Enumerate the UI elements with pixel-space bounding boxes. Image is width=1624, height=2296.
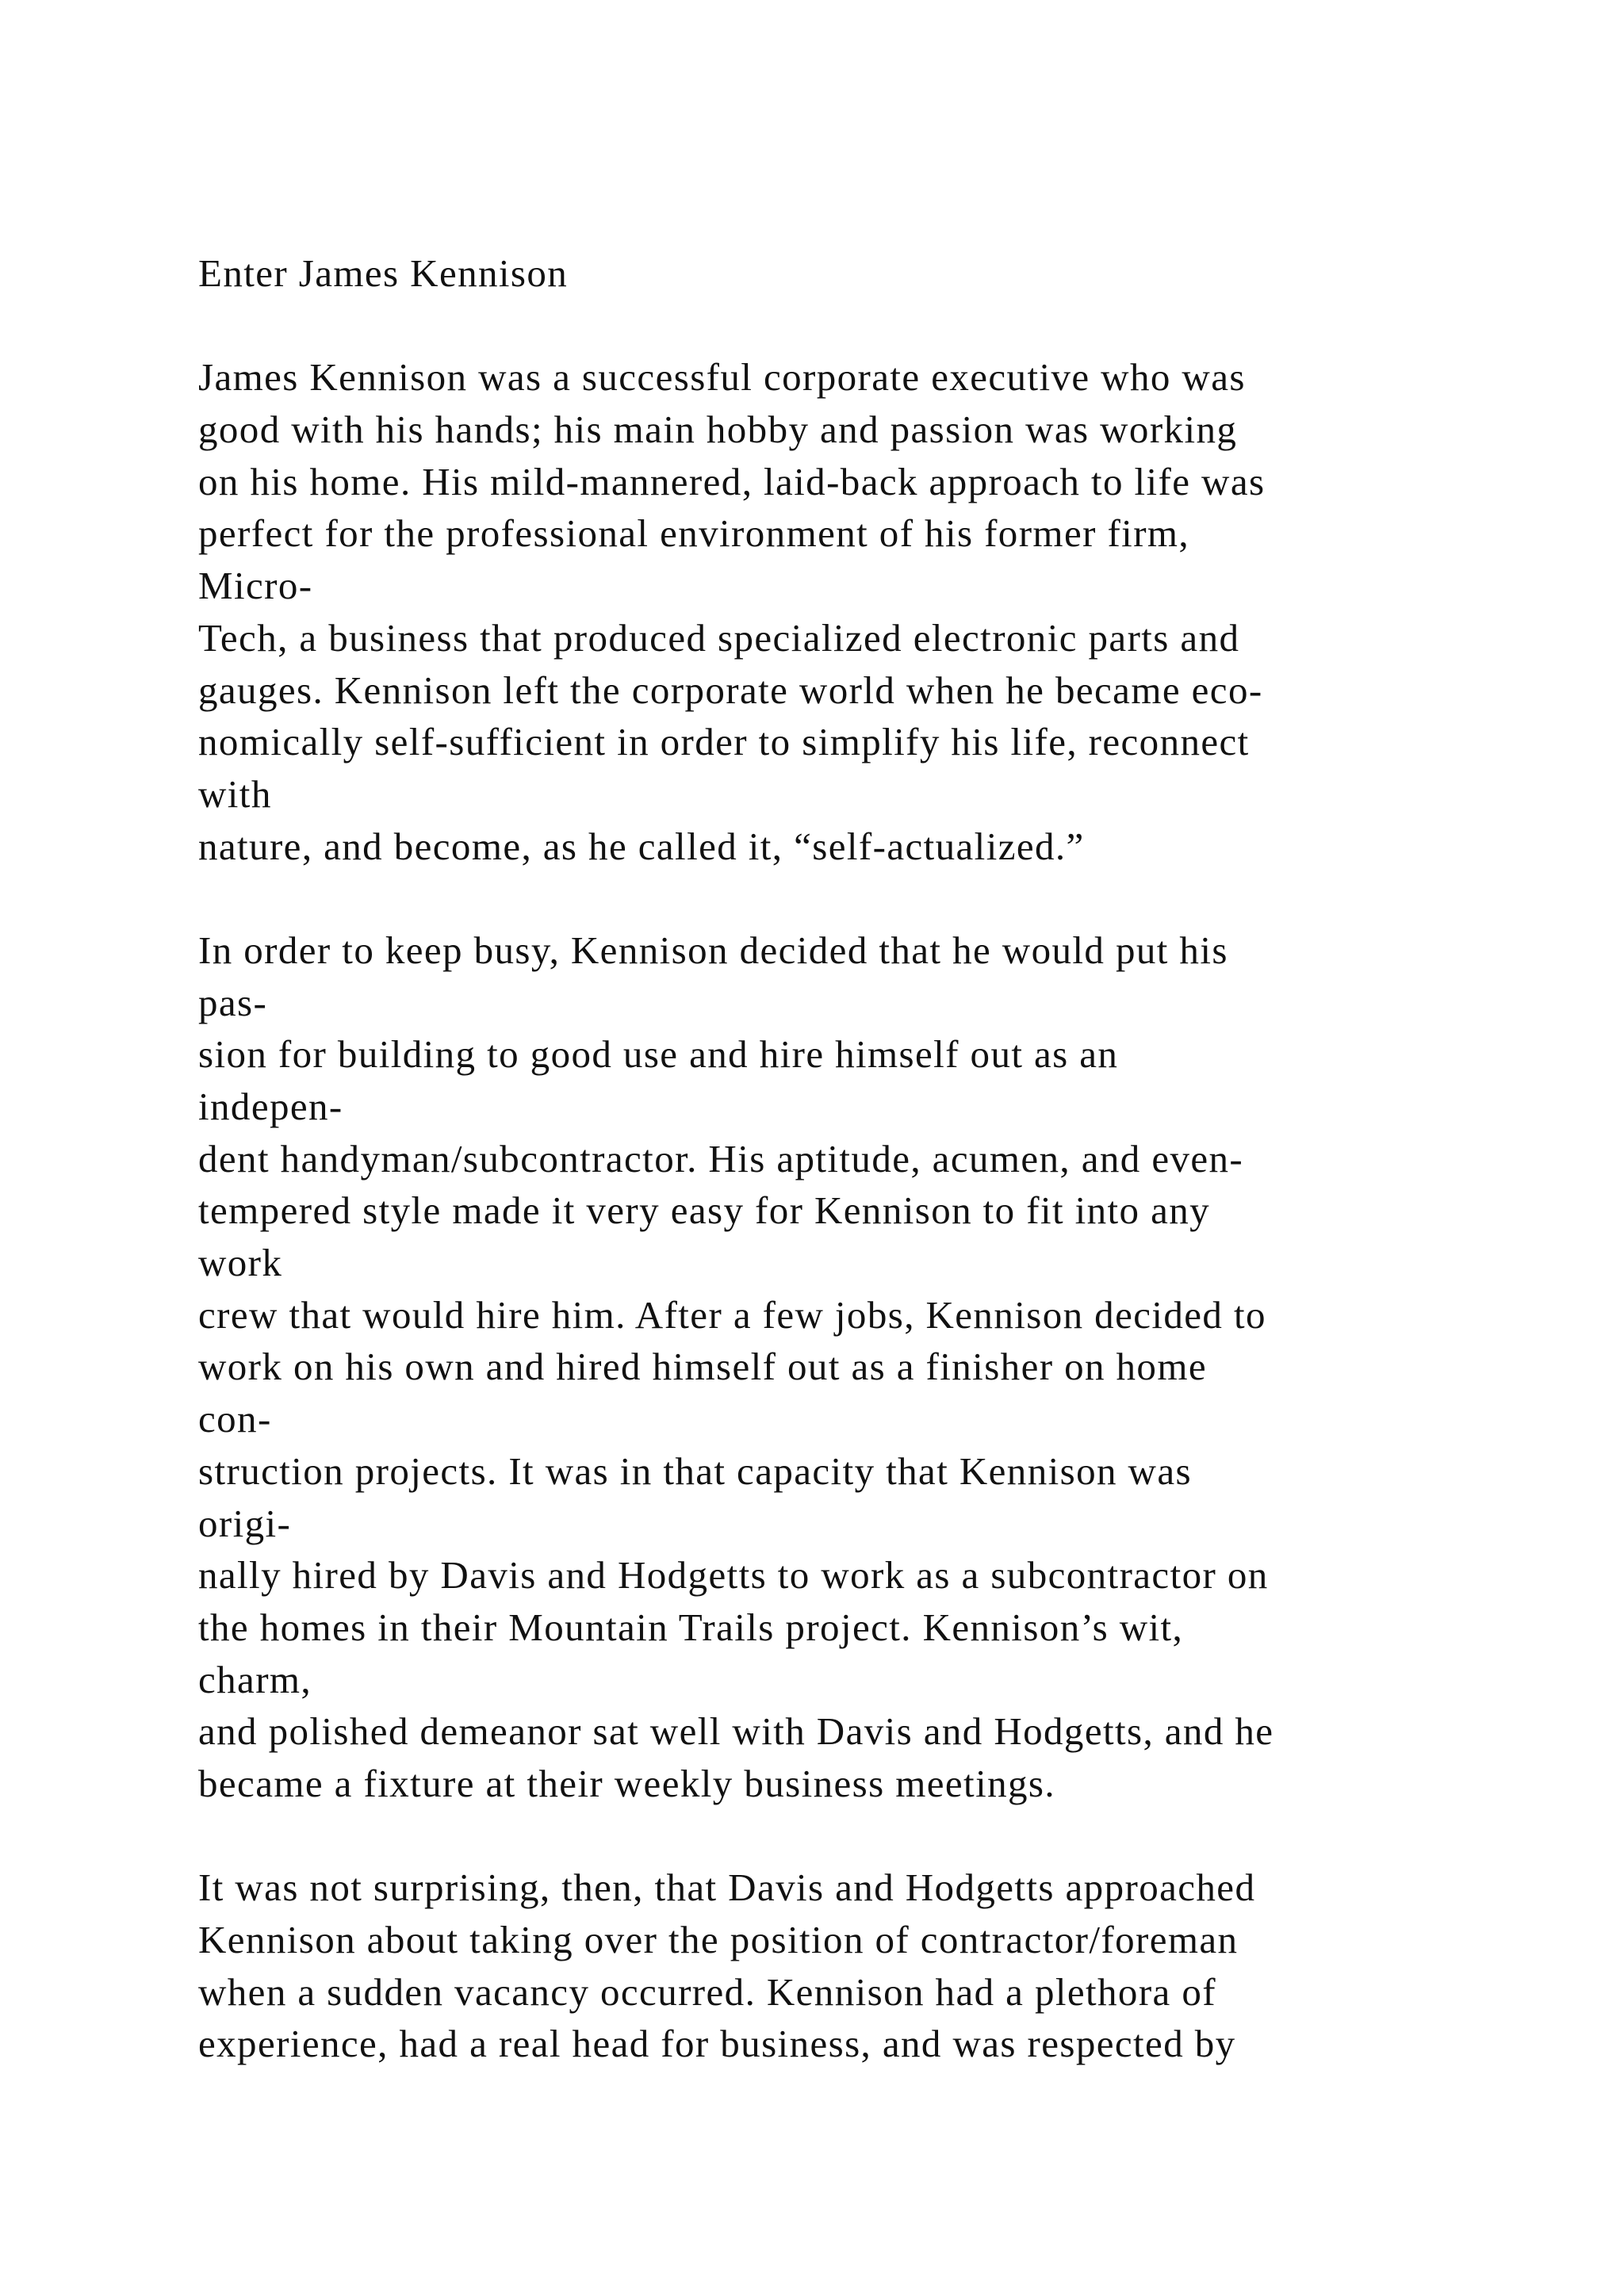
- text-line: nomically self-sufficient in order to simplify his life, reconnect: [198, 720, 1250, 764]
- text-line: nature, and become, as he called it, “self-actualized.”: [198, 824, 1085, 868]
- text-line: It was not surprising, then, that Davis and Hodgetts approached: [198, 1866, 1256, 1910]
- text-line: tempered style made it very easy for Kennison to fit into any: [198, 1188, 1211, 1233]
- text-line: con-: [198, 1397, 272, 1441]
- text-line: origi-: [198, 1501, 292, 1545]
- text-line: crew that would hire him. After a few jobs, Kennison decided to: [198, 1292, 1266, 1337]
- text-line: became a fixture at their weekly business meetings.: [198, 1761, 1055, 1805]
- text-line: indepen-: [198, 1085, 343, 1128]
- text-line: gauges. Kennison left the corporate world when he became eco-: [198, 668, 1263, 712]
- text-line: Kennison about taking over the position of contractor/foreman: [198, 1918, 1239, 1961]
- paragraph-3: [198, 1862, 1594, 2070]
- text-line: charm,: [198, 1657, 312, 1701]
- text-line: dent handyman/subcontractor. His aptitude, acumen, and even-: [198, 1136, 1244, 1181]
- paragraph-2: [198, 924, 1594, 1810]
- text-line: pas-: [198, 980, 268, 1024]
- text-line: Micro-: [198, 564, 313, 608]
- text-line: In order to keep busy, Kennison decided that he would put his: [198, 928, 1228, 972]
- text-line: and polished demeanor sat well with Davis and Hodgetts, and he: [198, 1709, 1274, 1754]
- text-line: work on his own and hired himself out as a finisher on home: [198, 1345, 1207, 1389]
- text-line: sion for building to good use and hire himself out as an: [198, 1032, 1119, 1077]
- text-line: perfect for the professional environment of his former firm,: [198, 511, 1190, 556]
- text-line: with: [198, 771, 272, 816]
- paragraph-spacer: [198, 300, 1594, 352]
- paragraph-1: [198, 351, 1594, 872]
- text-line: when a sudden vacancy occurred. Kennison had a plethora of: [198, 1969, 1216, 2014]
- text-line: James Kennison was a successful corporate executive who was: [198, 355, 1246, 400]
- text-line: struction projects. It was in that capacity that Kennison was: [198, 1448, 1192, 1493]
- text-line: the homes in their Mountain Trails project. Kennison’s wit,: [198, 1605, 1184, 1649]
- text-line: on his home. His mild-mannered, laid-back approach to life was: [198, 459, 1266, 503]
- paragraph-spacer: [198, 872, 1594, 924]
- document-heading: Enter James Kennison: [198, 251, 569, 295]
- text-line: work: [198, 1241, 283, 1285]
- text-line: Tech, a business that produced specialized electronic parts and: [198, 615, 1240, 660]
- document-body: [198, 247, 1594, 2070]
- text-line: experience, had a real head for business, and was respected by: [198, 2022, 1236, 2066]
- text-line: nally hired by Davis and Hodgetts to work as a subcontractor on: [198, 1553, 1269, 1598]
- text-line: good with his hands; his main hobby and passion was working: [198, 408, 1238, 452]
- paragraph-spacer: [198, 1810, 1594, 1862]
